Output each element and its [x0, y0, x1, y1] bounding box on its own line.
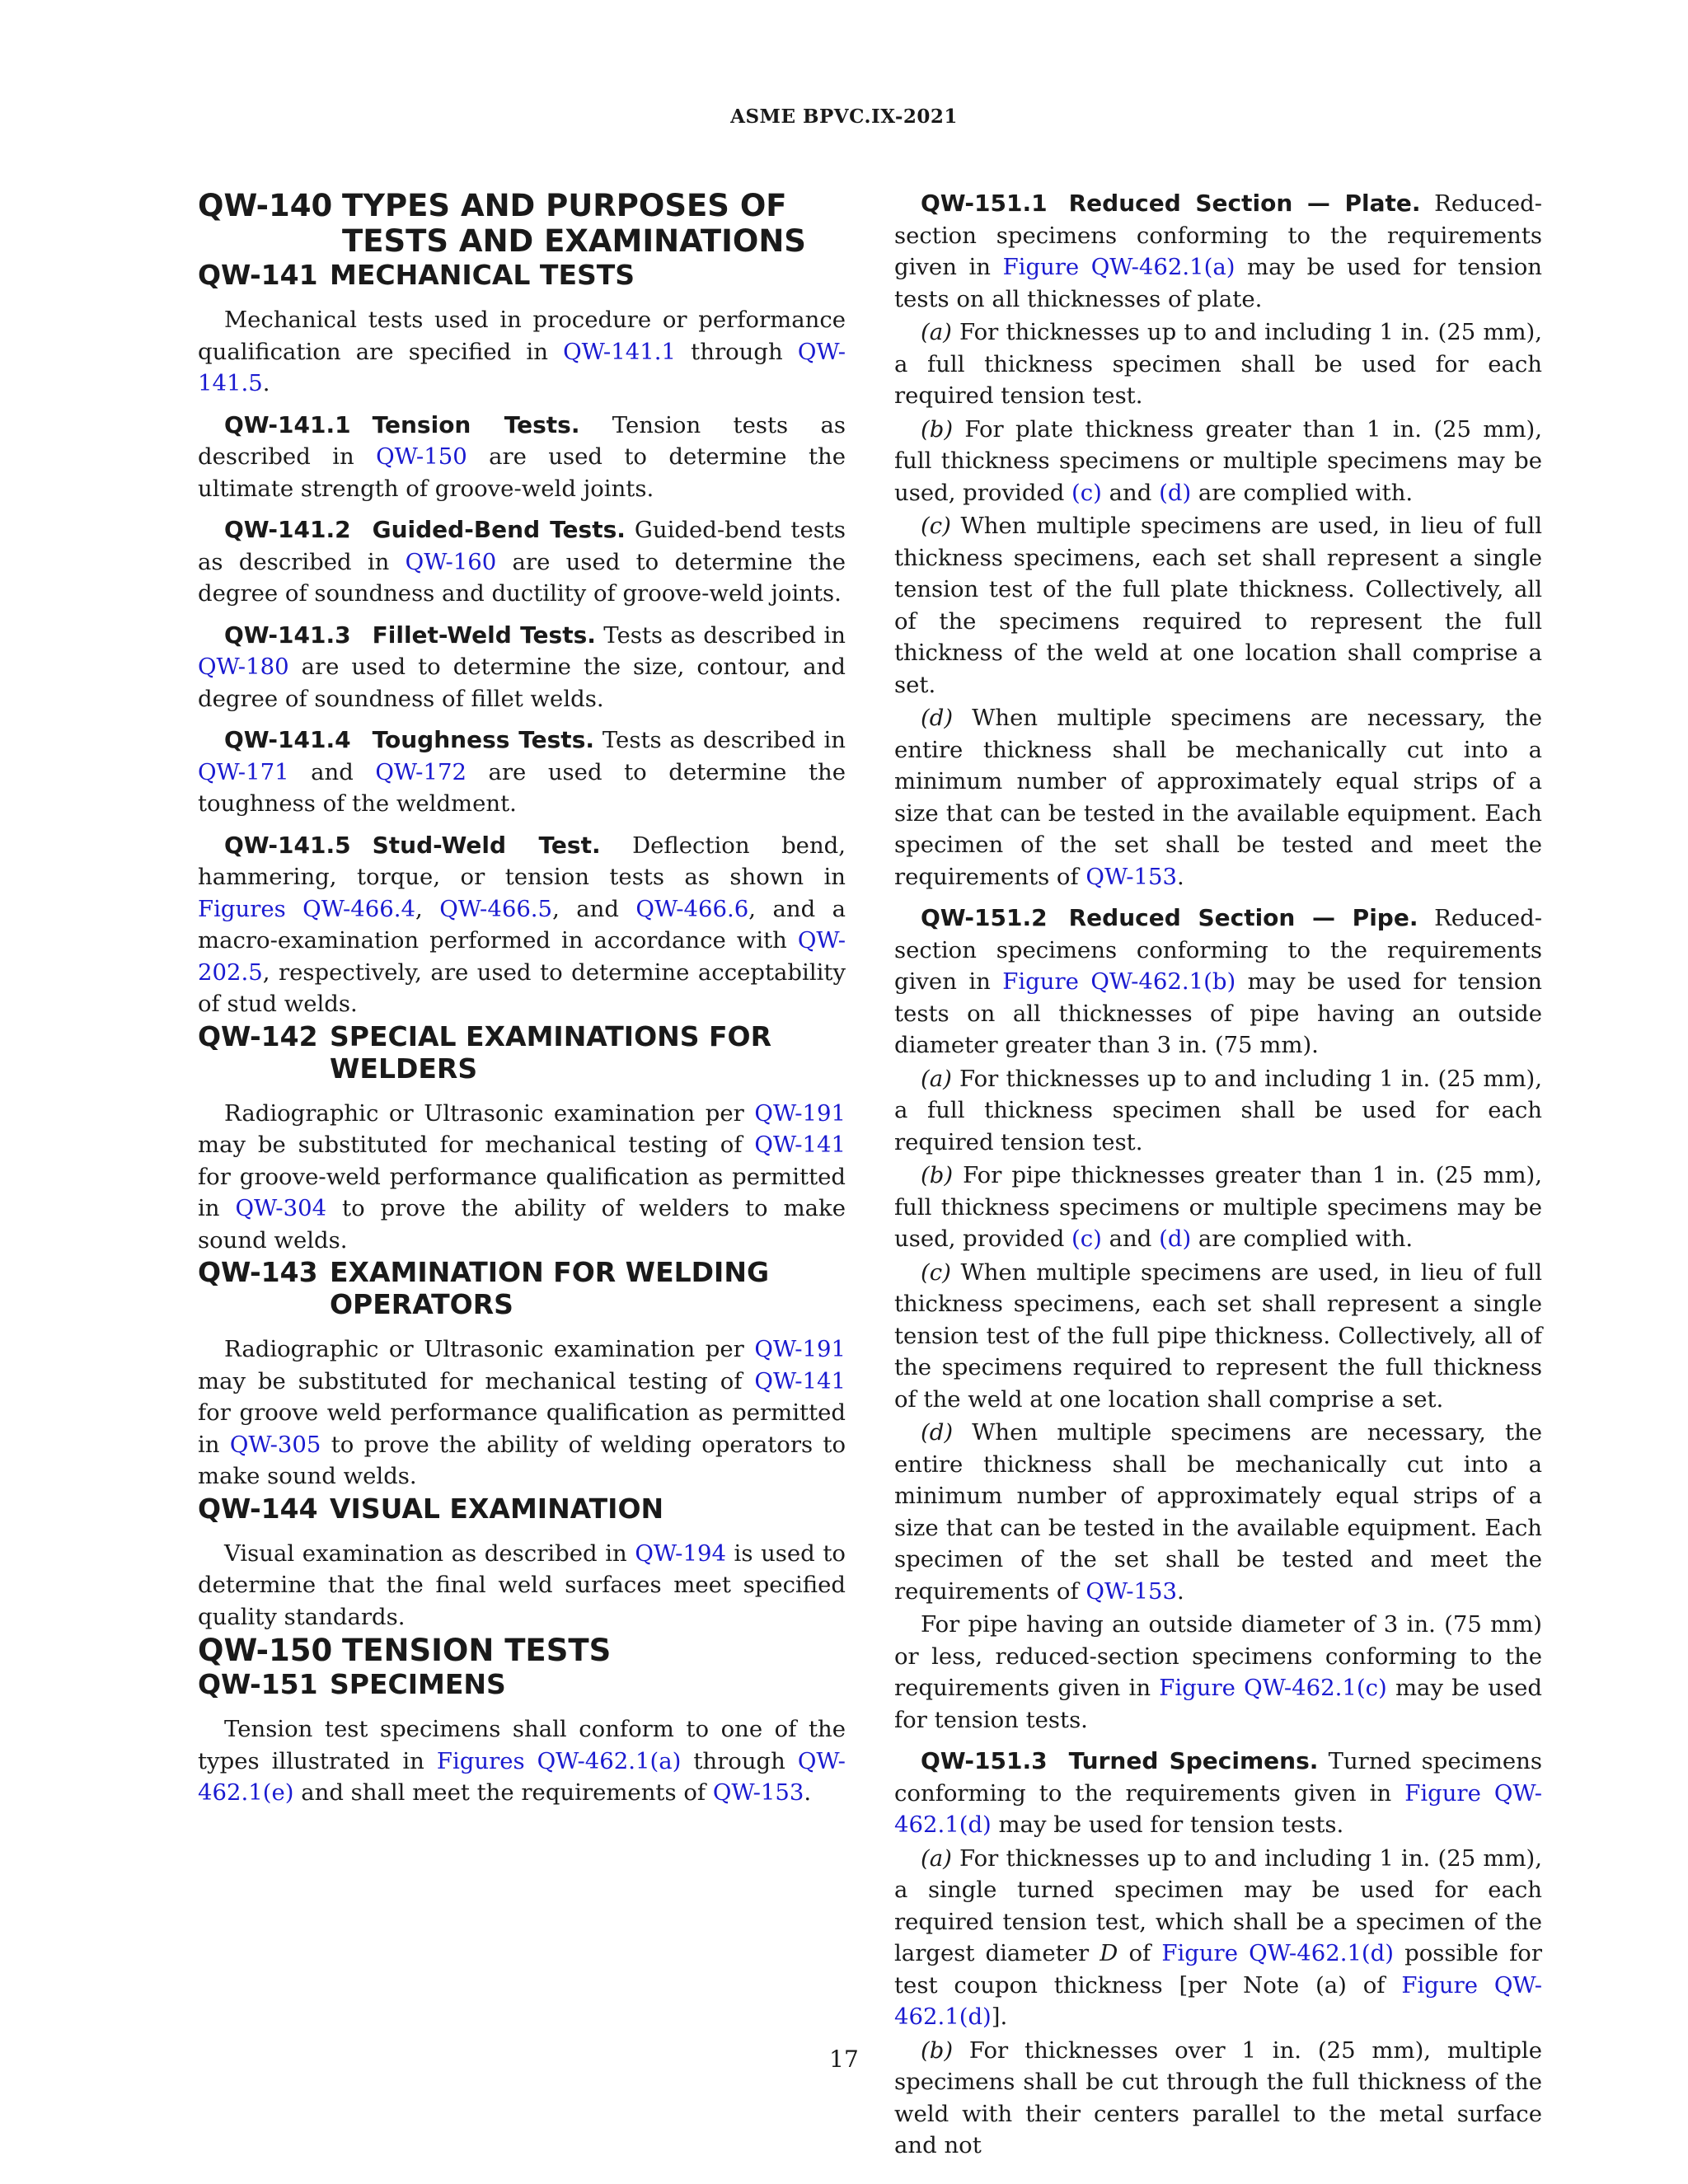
paragraph-qw151-1: QW-151.1 Reduced Section — Plate. Reduced-section specimens conforming to the requirements given in Figure QW-462.1(a) may be used for tension tests on all thicknesses of plate.	[894, 190, 1542, 312]
left-column	[198, 188, 846, 1809]
paragraph-qw143: Radiographic or Ultrasonic examination per QW-191 may be substituted for mechanical testing of QW-141 for groove weld performance qualification as permitted in QW-305 to prove the ability of welding operators to make sound welds.	[198, 1336, 846, 1489]
paragraph-heading: QW-151.3 Turned Specimens.	[921, 1747, 1319, 1774]
paragraph-small-pipe: For pipe having an outside diameter of 3 in. (75 mm) or less, reduced-section specimens conforming to the requirements given in Figure QW-462.1(c) may be used for tension tests.	[894, 1611, 1542, 1733]
subsection-number: QW-143	[198, 1256, 318, 1288]
link-qw194[interactable]: QW-194	[635, 1540, 726, 1567]
section-heading-qw140	[198, 188, 846, 259]
link-figure-qw462-1c[interactable]: Figure QW-462.1(c)	[1159, 1675, 1387, 1701]
paragraph-qw151: Tension test specimens shall conform to one of the types illustrated in Figures QW-462.1(a) through QW-462.1(e) and shall meet the requirements of QW-153.	[198, 1716, 846, 1806]
item-d: (d) When multiple specimens are necessary, the entire thickness shall be mechanically cut into a minimum number of approximately equal strips of a size that can be tested in the available equipment. Each specimen of the set shall be tested and meet the requirements of QW-153.	[894, 705, 1542, 890]
item-c: (c) When multiple specimens are used, in lieu of full thickness specimens, each set shall represent a single tension test of the full plate thickness. Collectively, all of the specimens required to represent the full thickness of the weld at one location shall comprise a set.	[894, 513, 1542, 698]
item-b: (b) For thicknesses over 1 in. (25 mm), multiple specimens shall be cut through the full thickness of the weld with their centers parallel to the metal surface and not	[894, 2036, 1542, 2158]
link-qw153[interactable]: QW-153	[712, 1779, 804, 1806]
subsection-title: MECHANICAL TESTS	[330, 259, 635, 291]
item-a: (a) For thicknesses up to and including 1 in. (25 mm), a full thickness specimen shall be used for each required tension test.	[894, 1065, 1542, 1155]
paragraph-qw151-3: QW-151.3 Turned Specimens. Turned specimens conforming to the requirements given in Figure QW-462.1(d) may be used for tension tests.	[894, 1747, 1542, 1838]
item-a: (a) For thicknesses up to and including 1 in. (25 mm), a single turned specimen may be used for each required tension test, which shall be a specimen of the largest diameter D of Figure QW-462.1(d) possible for test coupon thickness [per Note (a) of Figure QW-462.1(d)].	[894, 1844, 1543, 2030]
link-qw305[interactable]: QW-305	[229, 1431, 321, 1458]
link-qw150[interactable]: QW-150	[376, 443, 467, 470]
paragraph-qw151-2: QW-151.2 Reduced Section — Pipe. Reduced-section specimens conforming to the requirements given in Figure QW-462.1(b) may be used for tension tests on all thicknesses of pipe having an outside diameter greater than 3 in. (75 mm).	[894, 904, 1543, 1058]
link-figure-qw462-1b[interactable]: Figure QW-462.1(b)	[1002, 968, 1236, 995]
paragraph-heading: QW-141.1 Tension Tests.	[224, 410, 580, 438]
paragraph-heading: QW-141.4 Toughness Tests.	[224, 726, 594, 753]
link-figure-qw462-1a[interactable]: Figure QW-462.1(a)	[1002, 254, 1236, 280]
paragraph-qw141-1: QW-141.1 Tension Tests. Tension tests as described in QW-150 are used to determine the ultimate strength of groove-weld joints.	[198, 410, 846, 502]
item-d: (d) When multiple specimens are necessary, the entire thickness shall be mechanically cut into a minimum number of approximately equal strips of a size that can be tested in the available equipment. Each specimen of the set shall be tested and meet the requirements of QW-153.	[894, 1419, 1542, 1605]
section-heading-qw150	[198, 1633, 846, 1668]
page-number: 17	[829, 2046, 859, 2073]
link-item-c[interactable]: (c)	[1071, 1226, 1102, 1252]
paragraph-qw141-3: QW-141.3 Fillet-Weld Tests. Tests as described in QW-180 are used to determine the size, contour, and degree of soundness of fillet welds.	[198, 621, 846, 712]
item-b: (b) For plate thickness greater than 1 in. (25 mm), full thickness specimens or multiple specimens may be used, provided (c) and (d) are complied with.	[894, 415, 1542, 506]
link-qw141[interactable]: QW-141	[754, 1367, 846, 1394]
subsection-heading-qw141	[198, 259, 846, 291]
paragraph-qw144: Visual examination as described in QW-194 is used to determine that the final weld surfaces meet specified quality standards.	[198, 1540, 846, 1630]
paragraph-qw141-5: QW-141.5 Stud-Weld Test. Deflection bend, hammering, torque, or tension tests as shown in Figures QW-466.4, QW-466.5, and QW-466.6, and a macro-examination performed in accordance with QW-202.5, respectively, are used to determine acceptability of stud welds.	[198, 831, 846, 1017]
link-qw191[interactable]: QW-191	[754, 1336, 846, 1362]
subsection-heading-qw143	[198, 1256, 846, 1320]
section-title: TYPES AND PURPOSES OF TESTS AND EXAMINATIONS	[342, 188, 806, 259]
link-qw141-5[interactable]: QW-141.5	[198, 338, 846, 396]
subsection-heading-qw144	[198, 1493, 846, 1525]
link-qw171[interactable]: QW-171	[198, 758, 289, 785]
paragraph-qw142: Radiographic or Ultrasonic examination per QW-191 may be substituted for mechanical testing of QW-141 for groove-weld performance qualification as permitted in QW-304 to prove the ability of welders to make sound welds.	[198, 1099, 846, 1254]
link-qw304[interactable]: QW-304	[235, 1195, 327, 1221]
paragraph-heading: QW-141.2 Guided-Bend Tests.	[224, 516, 626, 543]
link-item-d[interactable]: (d)	[1159, 1226, 1192, 1252]
link-qw153[interactable]: QW-153	[1085, 863, 1177, 890]
link-qw466-6[interactable]: QW-466.6	[635, 895, 749, 922]
link-qw160[interactable]: QW-160	[405, 548, 497, 575]
subsection-heading-qw142	[198, 1020, 846, 1085]
subsection-number: QW-141	[198, 259, 318, 291]
link-qw202-5[interactable]: QW-202.5	[198, 927, 846, 986]
subsection-heading-qw151	[198, 1668, 846, 1700]
paragraph-qw141-4: QW-141.4 Toughness Tests. Tests as described in QW-171 and QW-172 are used to determine the toughness of the weldment.	[198, 726, 846, 817]
variable-d: D	[1100, 1940, 1118, 1966]
link-item-c[interactable]: (c)	[1071, 479, 1102, 506]
link-qw191[interactable]: QW-191	[754, 1099, 846, 1127]
section-number: QW-150	[198, 1633, 333, 1668]
link-item-d[interactable]: (d)	[1159, 479, 1192, 506]
item-b: (b) For pipe thicknesses greater than 1 in. (25 mm), full thickness specimens or multiple specimens may be used, provided (c) and (d) are complied with.	[894, 1162, 1542, 1252]
subsection-title: EXAMINATION FOR WELDING OPERATORS	[330, 1256, 770, 1320]
subsection-number: QW-142	[198, 1019, 318, 1052]
subsection-title: SPECIMENS	[330, 1668, 506, 1700]
subsection-title: VISUAL EXAMINATION	[330, 1492, 664, 1525]
link-figure-qw462-1d[interactable]: Figure QW-462.1(d)	[894, 1779, 1542, 1838]
link-qw466-5[interactable]: QW-466.5	[439, 895, 553, 922]
item-c: (c) When multiple specimens are used, in lieu of full thickness specimens, each set shall represent a single tension test of the full pipe thickness. Collectively, all of the specimens required to represent the full thickness of the weld at one location shall comprise a set.	[894, 1258, 1542, 1413]
right-column	[894, 188, 1542, 2162]
link-qw462-1a[interactable]: Figures QW-462.1(a)	[436, 1747, 682, 1774]
link-qw180[interactable]: QW-180	[198, 654, 289, 680]
section-number: QW-140	[198, 188, 333, 223]
section-title: TENSION TESTS	[342, 1633, 612, 1668]
link-qw462-1e[interactable]: QW-462.1(e)	[198, 1747, 846, 1806]
subsection-number: QW-144	[198, 1492, 318, 1525]
link-qw466-4[interactable]: Figures QW-466.4	[198, 895, 416, 922]
subsection-title: SPECIAL EXAMINATIONS FOR WELDERS	[330, 1019, 772, 1085]
paragraph-heading: QW-151.1 Reduced Section — Plate.	[921, 190, 1421, 217]
paragraph-heading: QW-151.2 Reduced Section — Pipe.	[921, 904, 1418, 931]
link-figure-qw462-1d[interactable]: Figure QW-462.1(d)	[894, 1971, 1542, 2030]
paragraph-qw141-2: QW-141.2 Guided-Bend Tests. Guided-bend tests as described in QW-160 are used to determine the degree of soundness and ductility of groove-weld joints.	[198, 516, 846, 607]
paragraph-heading: QW-141.3 Fillet-Weld Tests.	[224, 621, 596, 649]
item-a: (a) For thicknesses up to and including 1 in. (25 mm), a full thickness specimen shall be used for each required tension test.	[894, 319, 1542, 409]
subsection-number: QW-151	[198, 1668, 318, 1700]
paragraph-qw141-intro: Mechanical tests used in procedure or performance qualification are specified in QW-141.1 through QW-141.5.	[198, 307, 846, 396]
link-qw141[interactable]: QW-141	[754, 1132, 846, 1158]
link-figure-qw462-1d[interactable]: Figure QW-462.1(d)	[1161, 1940, 1394, 1966]
running-head: ASME BPVC.IX-2021	[730, 105, 958, 128]
link-qw141-1[interactable]: QW-141.1	[563, 338, 676, 365]
link-qw172[interactable]: QW-172	[375, 758, 467, 785]
paragraph-heading: QW-141.5 Stud-Weld Test.	[224, 831, 601, 859]
link-qw153[interactable]: QW-153	[1085, 1577, 1177, 1605]
